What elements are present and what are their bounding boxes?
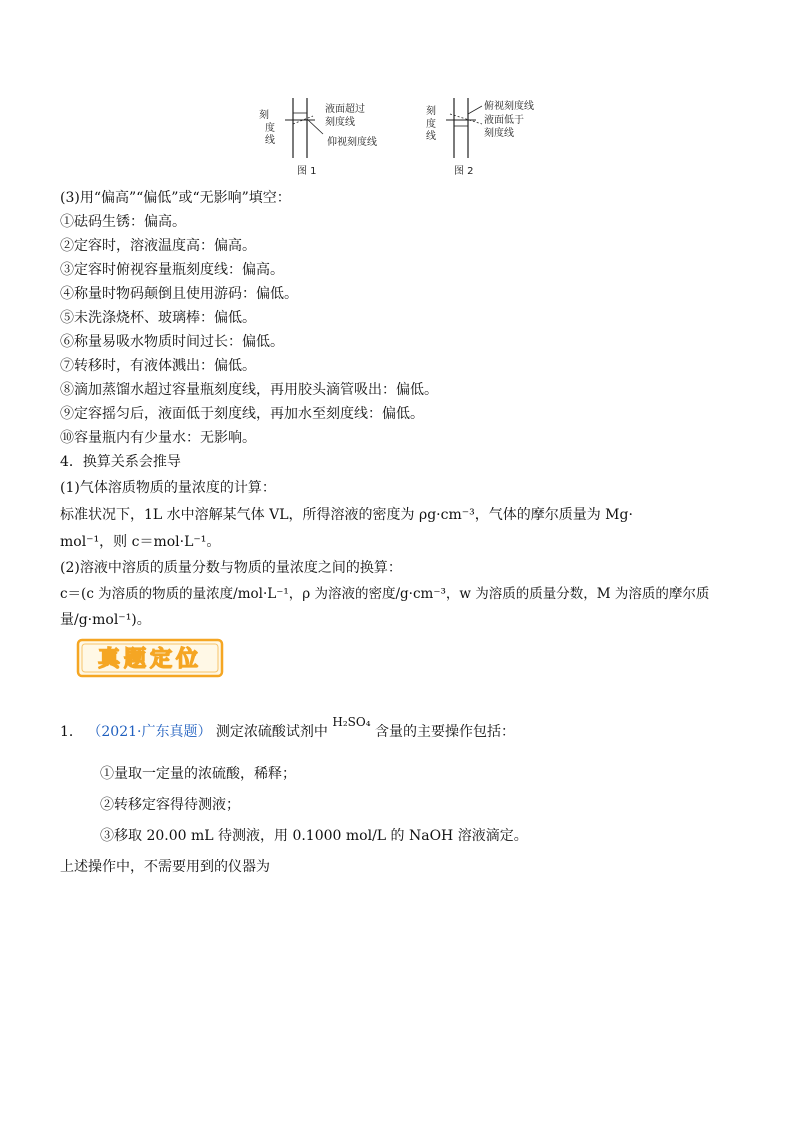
section3-item-1: ①砝码生锈：偏高。 <box>60 214 186 230</box>
section4-paragraph-1: 标准状况下，1L 水中溶解某气体 VL，所得溶液的密度为 ρg·cm⁻³，气体的摩尔质量为 Mg· <box>60 507 633 523</box>
fig2-axis-label-2: 度 <box>426 119 436 130</box>
fig1-note-bottom: 仰视刻度线 <box>327 137 377 148</box>
figure-2 <box>420 96 570 178</box>
section4-sub1: (1)气体溶质物质的量浓度的计算： <box>60 480 276 496</box>
fig2-note-bottom-1: 液面低于 <box>484 115 524 126</box>
section3-item-2: ②定容时，溶液温度高：偏高。 <box>60 238 256 254</box>
section3-item-10: ⑩容量瓶内有少量水：无影响。 <box>60 430 256 446</box>
question-step-3: ③移取 20.00 mL 待测液，用 0.1000 mol/L 的 NaOH 溶液滴定。 <box>100 828 528 844</box>
section4-paragraph-2: mol⁻¹，则 c＝mol·L⁻¹。 <box>60 534 221 550</box>
section3-item-9: ⑨定容摇匀后，液面低于刻度线，再加水至刻度线：偏低。 <box>60 406 424 422</box>
section3-item-3: ③定容时俯视容量瓶刻度线：偏高。 <box>60 262 284 278</box>
fig1-note-top-2: 刻度线 <box>325 117 355 128</box>
section4-paragraph-3: c＝(c 为溶质的物质的量浓度/mol·L⁻¹，ρ 为溶液的密度/g·cm⁻³，w 为溶质的质量分数，M 为溶质的摩尔质 <box>60 586 710 602</box>
question-step-2: ②转移定容得待测液； <box>100 797 240 813</box>
fig1-caption: 图 1 <box>297 166 317 177</box>
section3-item-5: ⑤未洗涤烧杯、玻璃棒：偏低。 <box>60 310 256 326</box>
section3-heading: (3)用“偏高”“偏低”或“无影响”填空： <box>60 190 291 206</box>
section3-item-7: ⑦转移时，有液体溅出：偏低。 <box>60 358 256 374</box>
fig1-axis-label-1: 刻 <box>259 110 269 121</box>
fig1-note-top-1: 液面超过 <box>325 104 365 115</box>
question-formula: H₂SO₄ <box>332 715 371 729</box>
zhenti-dingwei-badge <box>76 638 224 678</box>
section4-heading: 4．换算关系会推导 <box>60 454 181 470</box>
question-stem-b: 含量的主要操作包括： <box>374 724 515 740</box>
section3-item-8: ⑧滴加蒸馏水超过容量瓶刻度线，再用胶头滴管吸出：偏低。 <box>60 382 438 398</box>
question-stem <box>60 715 515 742</box>
question-ask: 上述操作中，不需要用到的仪器为 <box>60 859 270 875</box>
fig2-axis-label-3: 线 <box>426 131 436 142</box>
question-stem-a: 测定浓硫酸试剂中 <box>215 724 328 740</box>
fig1-axis-label-3: 线 <box>265 135 275 146</box>
question-source: （2021·广东真题） <box>87 724 212 740</box>
section3-item-4: ④称量时物码颠倒且使用游码：偏低。 <box>60 286 298 302</box>
fig2-note-bottom-2: 刻度线 <box>484 128 514 139</box>
fig2-axis-label-1: 刻 <box>426 106 436 117</box>
question-step-1: ①量取一定量的浓硫酸，稀释； <box>100 766 296 782</box>
section4-sub2: (2)溶液中溶质的质量分数与物质的量浓度之间的换算： <box>60 560 402 576</box>
fig2-caption: 图 2 <box>454 166 474 177</box>
figure-1 <box>255 96 405 178</box>
badge-text: 真题定位 <box>97 647 203 672</box>
fig2-note-top: 俯视刻度线 <box>484 101 534 112</box>
question-number: 1． <box>60 724 83 740</box>
section4-paragraph-4: 量/g·mol⁻¹)。 <box>60 612 151 628</box>
section3-item-6: ⑥称量易吸水物质时间过长：偏低。 <box>60 334 284 350</box>
fig1-axis-label-2: 度 <box>265 123 275 134</box>
